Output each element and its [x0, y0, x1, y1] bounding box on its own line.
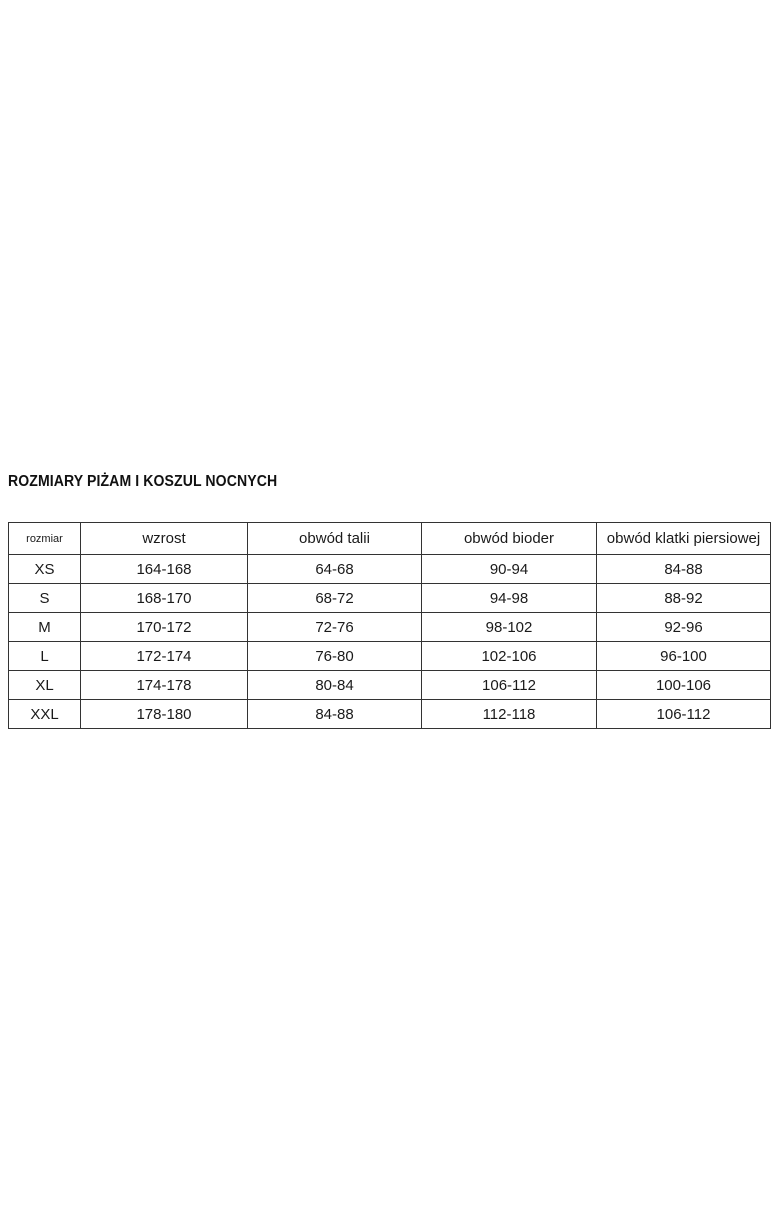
size-cell: L — [9, 642, 81, 671]
hips-cell: 106-112 — [422, 671, 597, 700]
chest-cell: 84-88 — [597, 555, 771, 584]
table-row — [9, 671, 771, 700]
size-chart-table — [8, 522, 771, 729]
hips-cell: 98-102 — [422, 613, 597, 642]
chest-cell: 92-96 — [597, 613, 771, 642]
waist-cell: 80-84 — [248, 671, 422, 700]
column-header-size: rozmiar — [9, 523, 81, 555]
height-cell: 170-172 — [81, 613, 248, 642]
chest-cell: 88-92 — [597, 584, 771, 613]
chest-cell: 106-112 — [597, 700, 771, 729]
waist-cell: 68-72 — [248, 584, 422, 613]
table-header-row — [9, 523, 771, 555]
table-row — [9, 555, 771, 584]
column-header-height: wzrost — [81, 523, 248, 555]
column-header-hips: obwód bioder — [422, 523, 597, 555]
chest-cell: 96-100 — [597, 642, 771, 671]
height-cell: 164-168 — [81, 555, 248, 584]
waist-cell: 84-88 — [248, 700, 422, 729]
table-row — [9, 700, 771, 729]
hips-cell: 90-94 — [422, 555, 597, 584]
size-cell: XL — [9, 671, 81, 700]
page-title: ROZMIARY PIŻAM I KOSZUL NOCNYCH — [8, 473, 278, 490]
hips-cell: 112-118 — [422, 700, 597, 729]
height-cell: 168-170 — [81, 584, 248, 613]
height-cell: 174-178 — [81, 671, 248, 700]
size-cell: XXL — [9, 700, 81, 729]
table-row — [9, 584, 771, 613]
size-cell: XS — [9, 555, 81, 584]
waist-cell: 76-80 — [248, 642, 422, 671]
height-cell: 178-180 — [81, 700, 248, 729]
table-row — [9, 642, 771, 671]
hips-cell: 102-106 — [422, 642, 597, 671]
height-cell: 172-174 — [81, 642, 248, 671]
table-row — [9, 613, 771, 642]
column-header-waist: obwód talii — [248, 523, 422, 555]
chest-cell: 100-106 — [597, 671, 771, 700]
size-cell: S — [9, 584, 81, 613]
size-cell: M — [9, 613, 81, 642]
column-header-chest: obwód klatki piersiowej — [597, 523, 771, 555]
waist-cell: 72-76 — [248, 613, 422, 642]
hips-cell: 94-98 — [422, 584, 597, 613]
waist-cell: 64-68 — [248, 555, 422, 584]
